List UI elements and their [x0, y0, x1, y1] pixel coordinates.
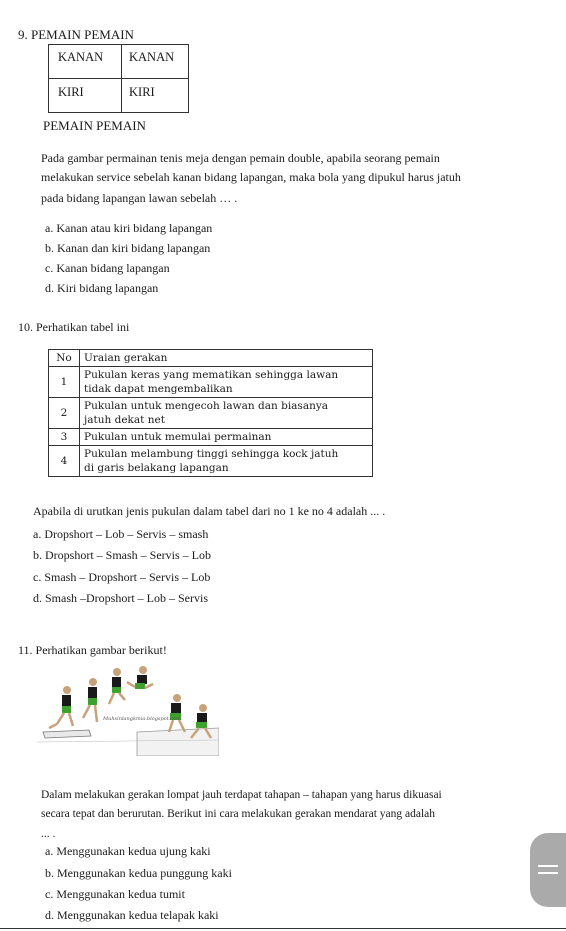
description-line: Pukulan keras yang mematikan sehingga lawan [84, 369, 339, 381]
q9-stem-line-1: Pada gambar permainan tenis meja dengan pemain double, apabila seorang pemain [41, 151, 440, 165]
description-line: tidak dapat mengembalikan [84, 383, 233, 395]
table-header-no: No [49, 350, 80, 367]
description-line: Pukulan melambung tinggi sehingga kock jatuh [84, 448, 339, 460]
q10-title: 10. Perhatikan tabel ini [18, 320, 130, 334]
table-cell-description [80, 367, 373, 398]
q9-option-b[interactable]: b. Kanan dan kiri bidang lapangan [45, 241, 211, 255]
table-cell-no: 2 [49, 398, 80, 429]
court-cell-top-right: KANAN [129, 50, 175, 64]
table-row [49, 446, 373, 477]
image-watermark: Muhsinlangkmia.blogspot.com [103, 716, 181, 722]
table-header-description: Uraian gerakan [80, 350, 373, 367]
table-cell-description: Pukulan untuk memulai permainan [80, 429, 373, 446]
table-cell-description [80, 398, 373, 429]
q11-option-b[interactable]: b. Menggunakan kedua punggung kaki [45, 866, 232, 880]
description-line: di garis belakang lapangan [84, 462, 229, 474]
scroll-handle[interactable] [530, 833, 566, 907]
athlete-figure [83, 678, 97, 722]
athlete-figure [169, 694, 185, 732]
q10-option-b[interactable]: b. Dropshort – Smash – Servis – Lob [33, 548, 211, 562]
athlete-figure [49, 686, 73, 728]
table-row [49, 367, 373, 398]
q11-option-a[interactable]: a. Menggunakan kedua ujung kaki [45, 844, 211, 858]
q9-option-a[interactable]: a. Kanan atau kiri bidang lapangan [45, 221, 213, 235]
q9-court-diagram [48, 44, 189, 113]
table-row [49, 429, 373, 446]
athlete-figure [127, 666, 153, 689]
court-cell-bottom-right: KIRI [129, 85, 155, 99]
q11-option-d[interactable]: d. Menggunakan kedua telapak kaki [45, 908, 219, 922]
q9-bottom-label: PEMAIN PEMAIN [43, 118, 146, 133]
long-jump-sequence-image [37, 660, 219, 756]
table-cell-no: 4 [49, 446, 80, 477]
q11-title: 11. Perhatikan gambar berikut! [18, 643, 167, 657]
q11-option-c[interactable]: c. Menggunakan kedua tumit [45, 887, 185, 901]
q10-table [48, 349, 373, 477]
table-header-row [49, 350, 373, 367]
q11-stem-line-1: Dalam melakukan gerakan lompat jauh terdapat tahapan – tahapan yang harus dikuasai [41, 789, 442, 801]
bottom-divider [0, 928, 566, 929]
table-cell-no: 1 [49, 367, 80, 398]
q9-option-d[interactable]: d. Kiri bidang lapangan [45, 281, 159, 295]
handle-grip-icon [538, 865, 558, 867]
handle-grip-icon [538, 872, 558, 874]
q10-option-d[interactable]: d. Smash –Dropshort – Lob – Servis [33, 591, 208, 605]
q11-stem-line-2: secara tepat dan berurutan. Berikut ini cara melakukan gerakan mendarat yang adalah [41, 808, 436, 820]
court-cell-top-left: KANAN [58, 50, 104, 64]
athlete-figure [109, 668, 125, 704]
table-cell-no: 3 [49, 429, 80, 446]
table-cell-description [80, 446, 373, 477]
q10-option-a[interactable]: a. Dropshort – Lob – Servis – smash [33, 527, 209, 541]
table-row [49, 398, 373, 429]
description-line: Pukulan untuk mengecoh lawan dan biasanya [84, 400, 329, 412]
court-cell-bottom-left: KIRI [58, 85, 84, 99]
q9-heading: 9. PEMAIN PEMAIN [18, 27, 134, 42]
q10-stem: Apabila di urutkan jenis pukulan dalam tabel dari no 1 ke no 4 adalah ... . [33, 504, 386, 518]
description-line: jatuh dekat net [84, 414, 165, 426]
q9-option-c[interactable]: c. Kanan bidang lapangan [45, 261, 170, 275]
q10-option-c[interactable]: c. Smash – Dropshort – Servis – Lob [33, 570, 211, 584]
q9-stem-line-2: melakukan service sebelah kanan bidang lapangan, maka bola yang dipukul harus jatuh [41, 170, 461, 184]
q11-stem-line-3: ... . [41, 828, 56, 840]
q9-stem-line-3: pada bidang lapangan lawan sebelah … . [41, 191, 238, 205]
